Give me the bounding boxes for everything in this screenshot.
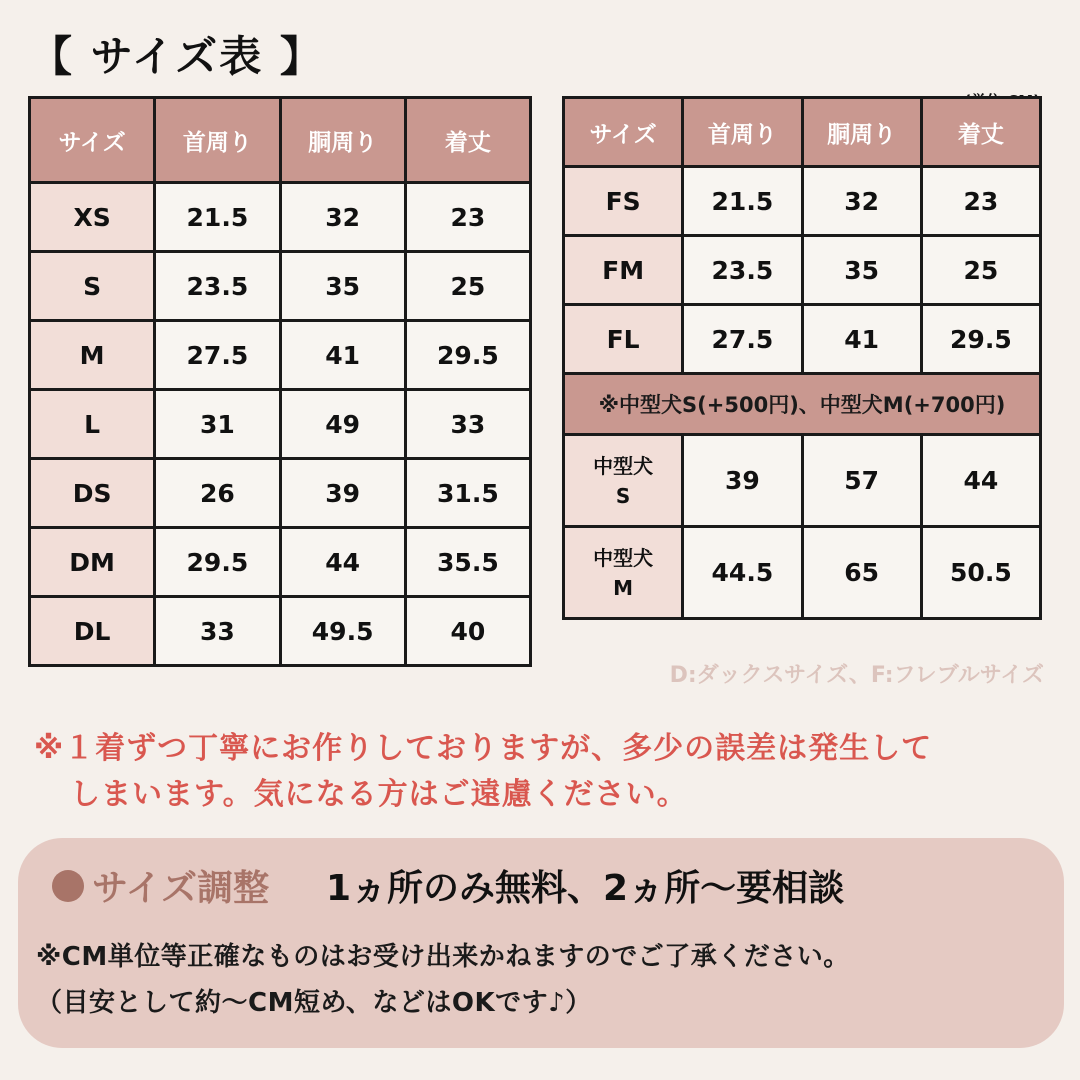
- chest-cell: 41: [802, 305, 921, 374]
- chest-cell: 49.5: [280, 597, 405, 666]
- notice-line2: しまいます。気になる方はご遠慮ください。: [70, 777, 688, 812]
- table-row: [30, 321, 531, 390]
- table-row: [30, 183, 531, 252]
- header-length: 着丈: [405, 98, 530, 183]
- header-size: サイズ: [564, 98, 683, 167]
- table-row: [564, 305, 1041, 374]
- table-row: [564, 527, 1041, 619]
- length-cell: 29.5: [405, 321, 530, 390]
- table-row: [30, 459, 531, 528]
- neck-cell: 21.5: [155, 183, 280, 252]
- bullet-dot-icon: [52, 870, 84, 902]
- size-cell: DS: [30, 459, 155, 528]
- chest-cell: 32: [802, 167, 921, 236]
- neck-cell: 21.5: [683, 167, 802, 236]
- header-length: 着丈: [921, 98, 1040, 167]
- table-row: [564, 167, 1041, 236]
- neck-cell: 44.5: [683, 527, 802, 619]
- size-table-left: [28, 96, 532, 667]
- neck-cell: 31: [155, 390, 280, 459]
- size-cell: L: [30, 390, 155, 459]
- table-row: [30, 528, 531, 597]
- neck-cell: 39: [683, 435, 802, 527]
- table-row: [564, 236, 1041, 305]
- notice-line1: ※１着ずつ丁寧にお作りしておりますが、多少の誤差は発生して: [34, 731, 933, 766]
- neck-cell: 27.5: [683, 305, 802, 374]
- size-label-line1: 中型犬: [593, 453, 654, 478]
- size-cell: FM: [564, 236, 683, 305]
- length-cell: 23: [405, 183, 530, 252]
- chest-cell: 44: [280, 528, 405, 597]
- header-neck: 首周り: [155, 98, 280, 183]
- table-row: [564, 435, 1041, 527]
- size-cell: DM: [30, 528, 155, 597]
- chest-cell: 65: [802, 527, 921, 619]
- chest-cell: 35: [802, 236, 921, 305]
- header-size: サイズ: [30, 98, 155, 183]
- size-cell: [564, 527, 683, 619]
- length-cell: 50.5: [921, 527, 1040, 619]
- medium-dog-note-row: [564, 374, 1041, 435]
- adjustment-note-line1: ※CM単位等正確なものはお受け出来かねますのでご了承ください。: [36, 942, 850, 972]
- length-cell: 35.5: [405, 528, 530, 597]
- adjustment-value: 1ヵ所のみ無料、2ヵ所〜要相談: [326, 868, 845, 909]
- size-cell: FL: [564, 305, 683, 374]
- chest-cell: 49: [280, 390, 405, 459]
- size-cell: [564, 435, 683, 527]
- length-cell: 23: [921, 167, 1040, 236]
- size-cell: FS: [564, 167, 683, 236]
- size-table-right: [562, 96, 1042, 620]
- neck-cell: 29.5: [155, 528, 280, 597]
- page-title: 【 サイズ表 】: [30, 32, 324, 81]
- size-cell: S: [30, 252, 155, 321]
- table-header-row: [564, 98, 1041, 167]
- adjustment-note: [36, 934, 1066, 1026]
- header-neck: 首周り: [683, 98, 802, 167]
- size-label-line2: S: [615, 483, 631, 508]
- length-cell: 40: [405, 597, 530, 666]
- chest-cell: 32: [280, 183, 405, 252]
- adjustment-label: サイズ調整: [92, 868, 270, 909]
- chest-cell: 35: [280, 252, 405, 321]
- length-cell: 25: [921, 236, 1040, 305]
- length-cell: 25: [405, 252, 530, 321]
- table-row: [30, 390, 531, 459]
- size-legend: D:ダックスサイズ、F:フレブルサイズ: [669, 663, 1044, 688]
- neck-cell: 33: [155, 597, 280, 666]
- table-row: [30, 252, 531, 321]
- table-row: [30, 597, 531, 666]
- table-header-row: [30, 98, 531, 183]
- header-chest: 胴周り: [280, 98, 405, 183]
- size-cell: M: [30, 321, 155, 390]
- chest-cell: 41: [280, 321, 405, 390]
- size-label-line1: 中型犬: [593, 545, 654, 570]
- medium-dog-note: ※中型犬S(+500円)、中型犬M(+700円): [564, 374, 1041, 435]
- neck-cell: 23.5: [683, 236, 802, 305]
- header-chest: 胴周り: [802, 98, 921, 167]
- length-cell: 44: [921, 435, 1040, 527]
- neck-cell: 27.5: [155, 321, 280, 390]
- chest-cell: 39: [280, 459, 405, 528]
- length-cell: 29.5: [921, 305, 1040, 374]
- neck-cell: 23.5: [155, 252, 280, 321]
- length-cell: 33: [405, 390, 530, 459]
- size-cell: DL: [30, 597, 155, 666]
- chest-cell: 57: [802, 435, 921, 527]
- neck-cell: 26: [155, 459, 280, 528]
- size-cell: XS: [30, 183, 155, 252]
- size-label-line2: M: [613, 575, 634, 600]
- adjustment-note-line2: （目安として約〜CM短め、などはOKです♪）: [36, 988, 592, 1018]
- length-cell: 31.5: [405, 459, 530, 528]
- notice-text: [34, 726, 1034, 818]
